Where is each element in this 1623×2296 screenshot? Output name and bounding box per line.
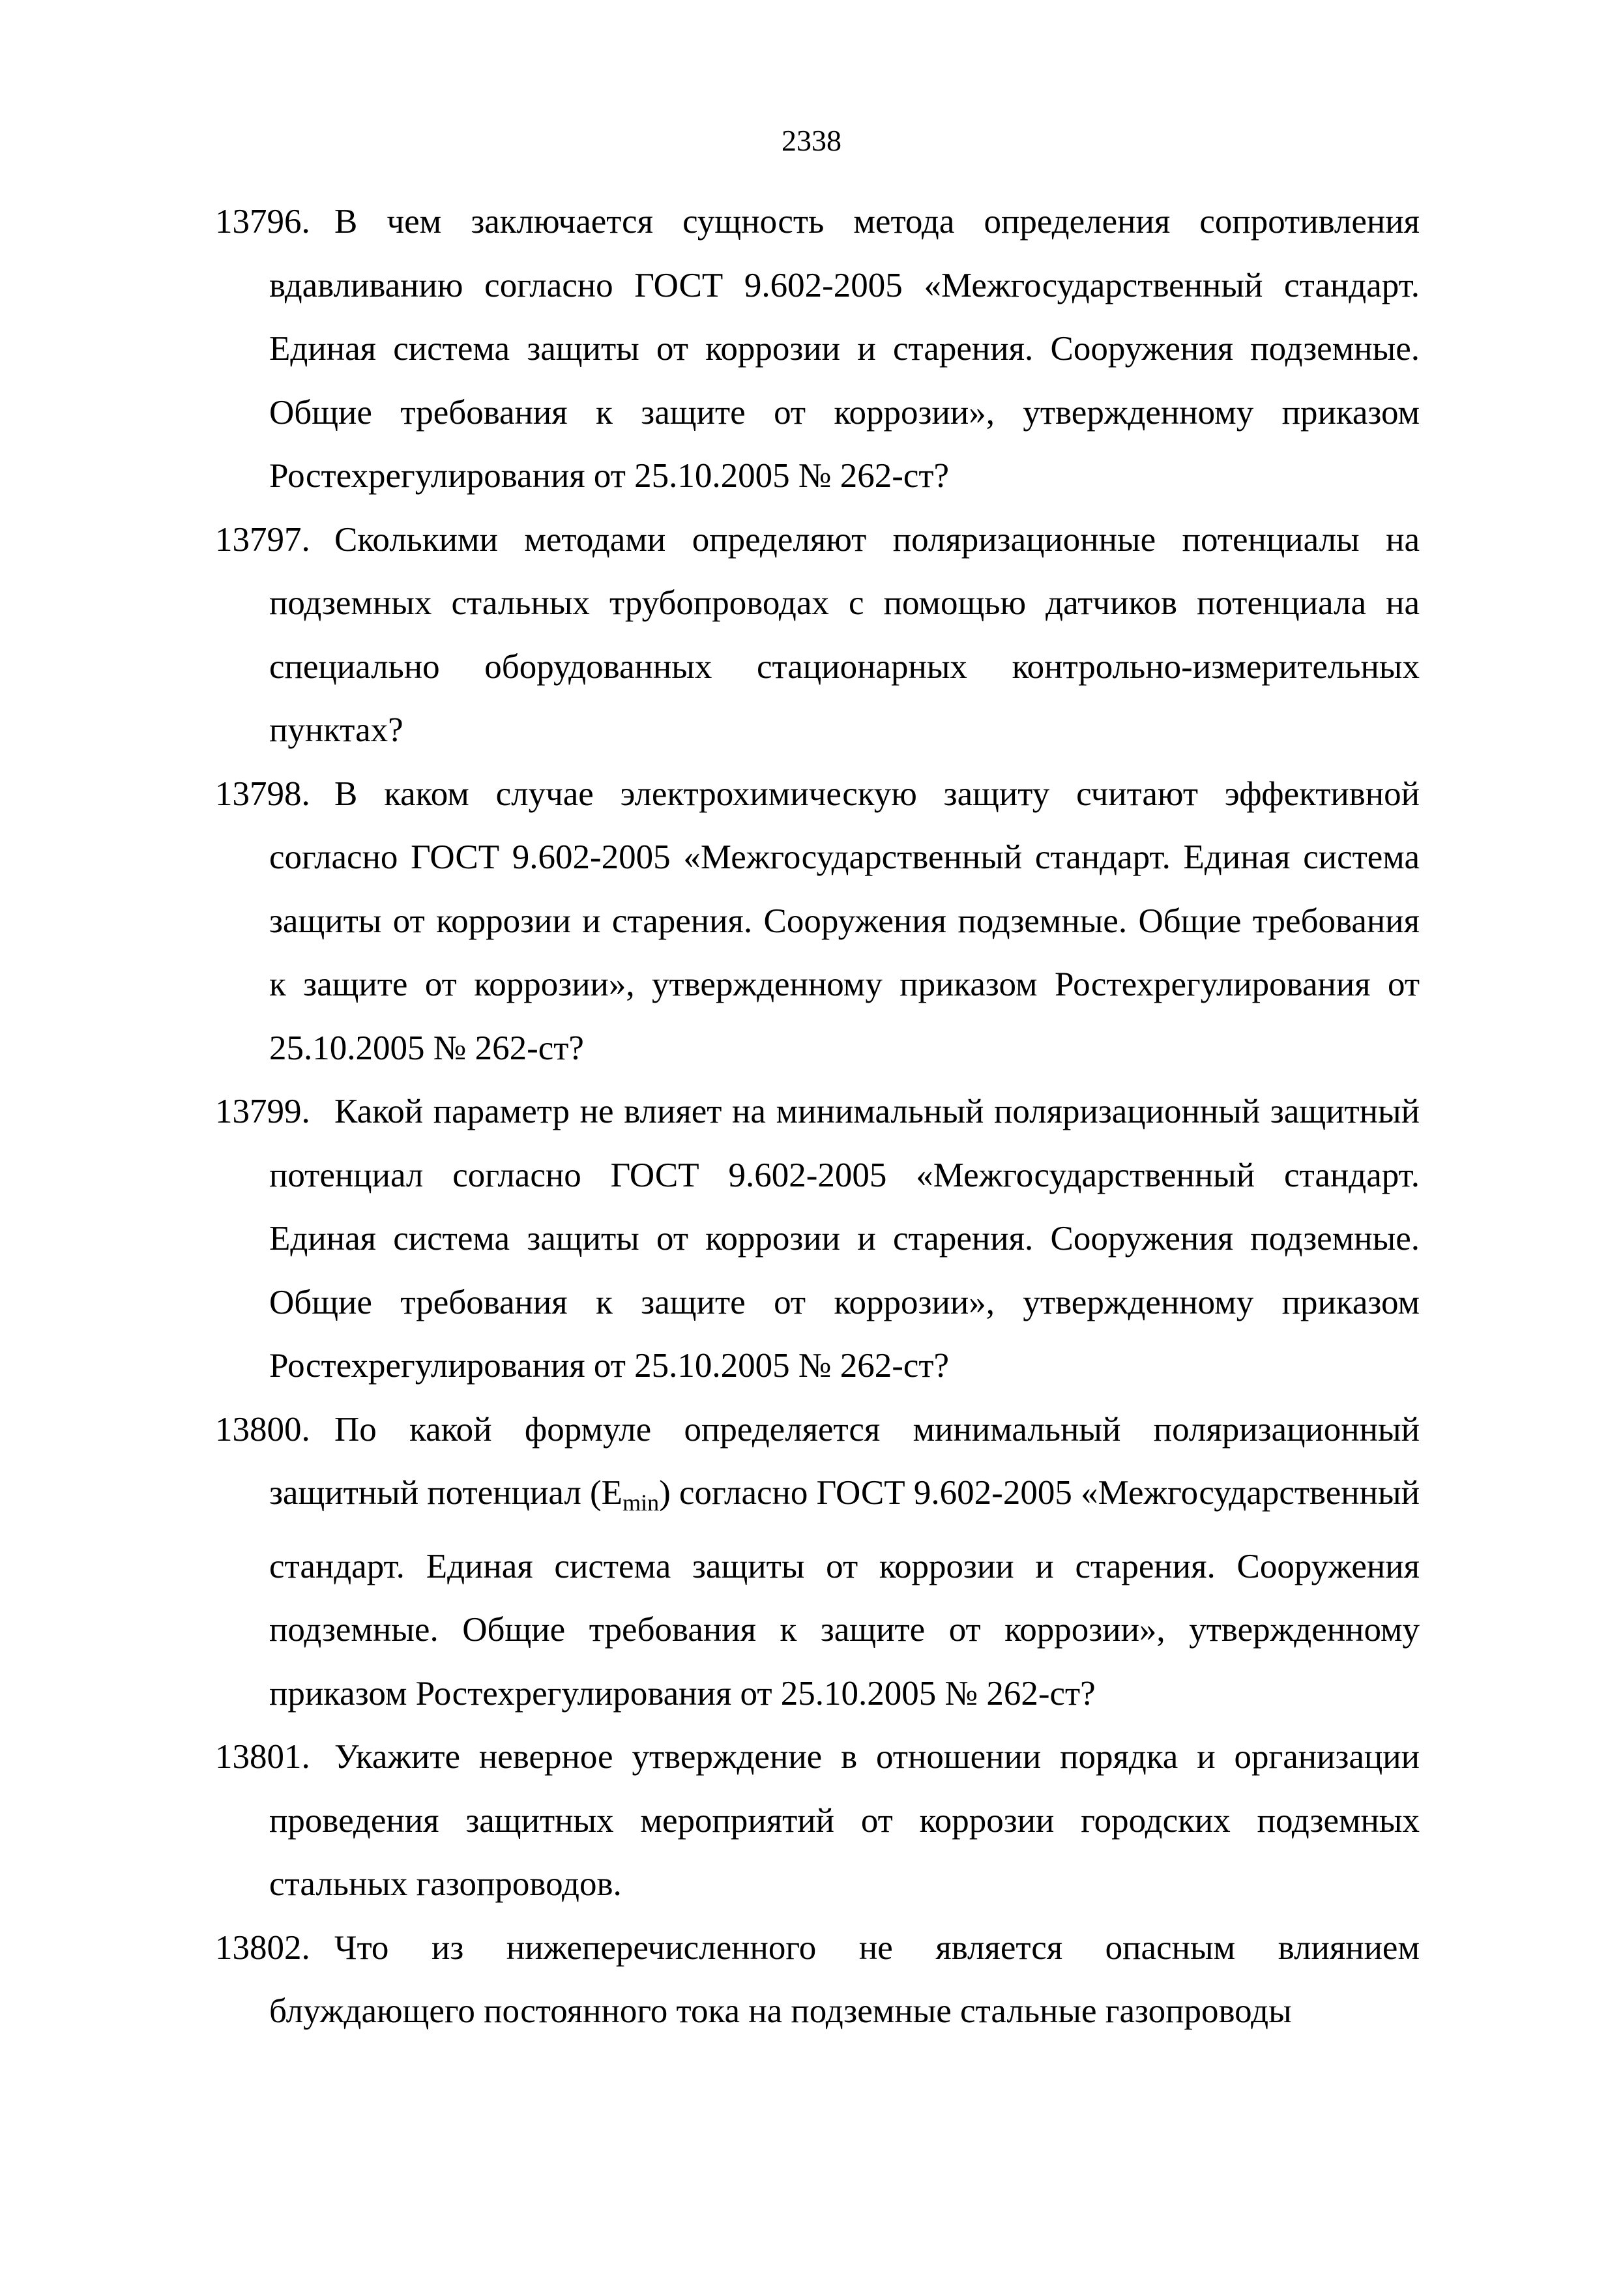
page-number: 2338 bbox=[782, 124, 841, 157]
question-item bbox=[215, 190, 1420, 508]
question-number: 13798. bbox=[215, 774, 310, 813]
question-text bbox=[215, 1398, 1420, 1726]
question-number: 13799. bbox=[215, 1093, 310, 1130]
question-text: Что из нижеперечисленного не является опасным влиянием блуждающего постоянного тока на подземные стальные газопроводы bbox=[269, 1928, 1420, 2030]
question-number: 13796. bbox=[215, 203, 310, 241]
question-item bbox=[215, 1726, 1420, 1917]
subscript-min: min bbox=[622, 1490, 660, 1516]
question-text: Сколькими методами определяют поляризационные потенциалы на подземных стальных трубопроводах с помощью датчиков потенциала на специально оборудованных стационарных контрольно-измерительных пунктах? bbox=[269, 520, 1420, 749]
question-number: 13801. bbox=[215, 1738, 310, 1776]
question-number: 13800. bbox=[215, 1410, 310, 1449]
question-item bbox=[215, 508, 1420, 763]
question-number: 13797. bbox=[215, 520, 310, 559]
question-text-part: ) согласно ГОСТ 9.602-2005 «Межгосударственный стандарт. Единая система защиты от коррозии и старения. Сооружения подземные. Общие требования к защите от коррозии», утвержденному приказом Ростехрегулирования от 25.10.2005 № 262-ст? bbox=[269, 1474, 1420, 1713]
question-text: В каком случае электрохимическую защиту считают эффективной согласно ГОСТ 9.602-2005 «Межгосударственный стандарт. Единая система защиты от коррозии и старения. Сооружения подземные. Общие требования к защите от коррозии», утвержденному приказом Ростехрегулирования от 25.10.2005 № 262-ст? bbox=[269, 774, 1420, 1067]
question-text-part: По какой формуле определяется минимальный поляризационный защитный потенциал (E bbox=[269, 1410, 1420, 1512]
question-item bbox=[215, 1080, 1420, 1398]
question-item bbox=[215, 1917, 1420, 2044]
question-text: В чем заключается сущность метода определения сопротивления вдавливанию согласно ГОСТ 9.602-2005 «Межгосударственный стандарт. Единая система защиты от коррозии и старения. Сооружения подземные. Общие требования к защите от коррозии», утвержденному приказом Ростехрегулирования от 25.10.2005 № 262-ст? bbox=[269, 203, 1420, 495]
question-list bbox=[215, 190, 1420, 2044]
question-text: Укажите неверное утверждение в отношении порядка и организации проведения защитных мероприятий от коррозии городских подземных стальных газопроводов. bbox=[269, 1738, 1420, 1903]
question-text: Какой параметр не влияет на минимальный поляризационный защитный потенциал согласно ГОСТ 9.602-2005 «Межгосударственный стандарт. Единая система защиты от коррозии и старения. Сооружения подземные. Общие требования к защите от коррозии», утвержденному приказом Ростехрегулирования от 25.10.2005 № 262-ст? bbox=[269, 1093, 1420, 1385]
question-number: 13802. bbox=[215, 1928, 310, 1967]
question-item bbox=[215, 763, 1420, 1081]
question-item bbox=[215, 1398, 1420, 1726]
